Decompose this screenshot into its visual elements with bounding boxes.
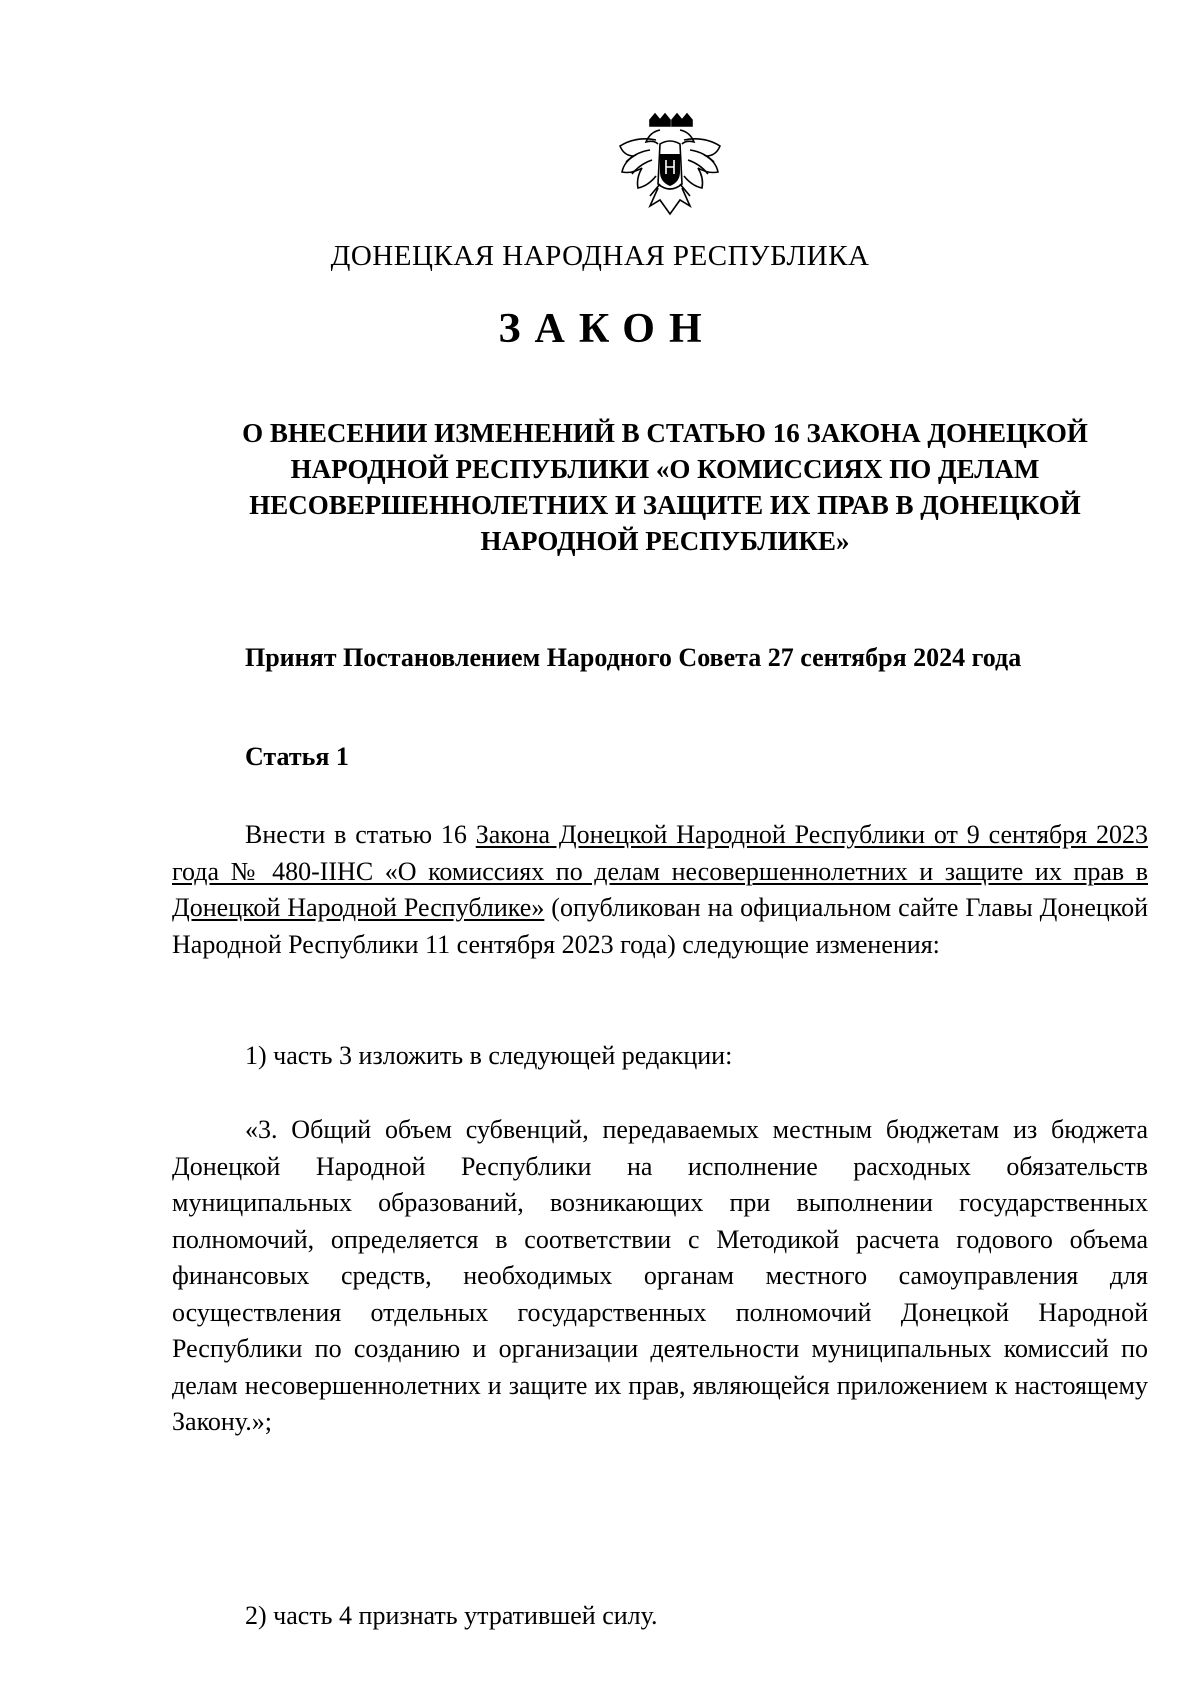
article-heading: Статья 1: [245, 742, 349, 771]
document-type-heading: ЗАКОН: [498, 306, 716, 352]
intro-suffix: (опубликован на официальном сайте Главы Донецкой Народной Республики 11 сентября 2023 года) следующие изменения:: [172, 893, 1148, 959]
adoption-note: Принят Постановлением Народного Совета 27 сентября 2024 года: [245, 643, 1022, 672]
amendment-quoted-text: «3. Общий объем субвенций, передаваемых местным бюджетам из бюджета Донецкой Народной Республики на исполнение расходных обязательств муниципальных образований, возникающих при выполнении государственных полномочий, определяется в соответствии с Методикой расчета годового объема финансовых средств, необходимых органам местного самоуправления для осуществления отдельных государственных полномочий Донецкой Народной Республики по созданию и организации деятельности муниципальных комиссий по делам несовершеннолетних и защите их прав, являющейся приложением к настоящему Закону.»;: [172, 1115, 1148, 1436]
intro-prefix: Внести в статью 16: [245, 820, 476, 849]
republic-name: ДОНЕЦКАЯ НАРОДНАЯ РЕСПУБЛИКА: [330, 240, 870, 272]
law-title: О ВНЕСЕНИИ ИЗМЕНЕНИЙ В СТАТЬЮ 16 ЗАКОНА ДОНЕЦКОЙ НАРОДНОЙ РЕСПУБЛИКИ «О КОМИССИЯХ ПО ДЕЛАМ НЕСОВЕРШЕННОЛЕТНИХ И ЗАЩИТЕ ИХ ПРАВ В ДОНЕЦКОЙ НАРОДНОЙ РЕСПУБЛИКЕ»: [242, 418, 1088, 556]
double-headed-eagle-emblem-icon: [610, 110, 730, 228]
amendment-item-2: 2) часть 4 признать утратившей силу.: [245, 1601, 658, 1630]
amendment-item-1: 1) часть 3 изложить в следующей редакции:: [245, 1041, 733, 1070]
referenced-law-link[interactable]: Закона Донецкой Народной Республики от 9 сентября 2023 года № 480-IIНС «О комиссиях по делам несовершеннолетних и защите их прав в Донецкой Народной Республике»: [172, 820, 1148, 922]
article-intro-paragraph: [172, 817, 1148, 963]
